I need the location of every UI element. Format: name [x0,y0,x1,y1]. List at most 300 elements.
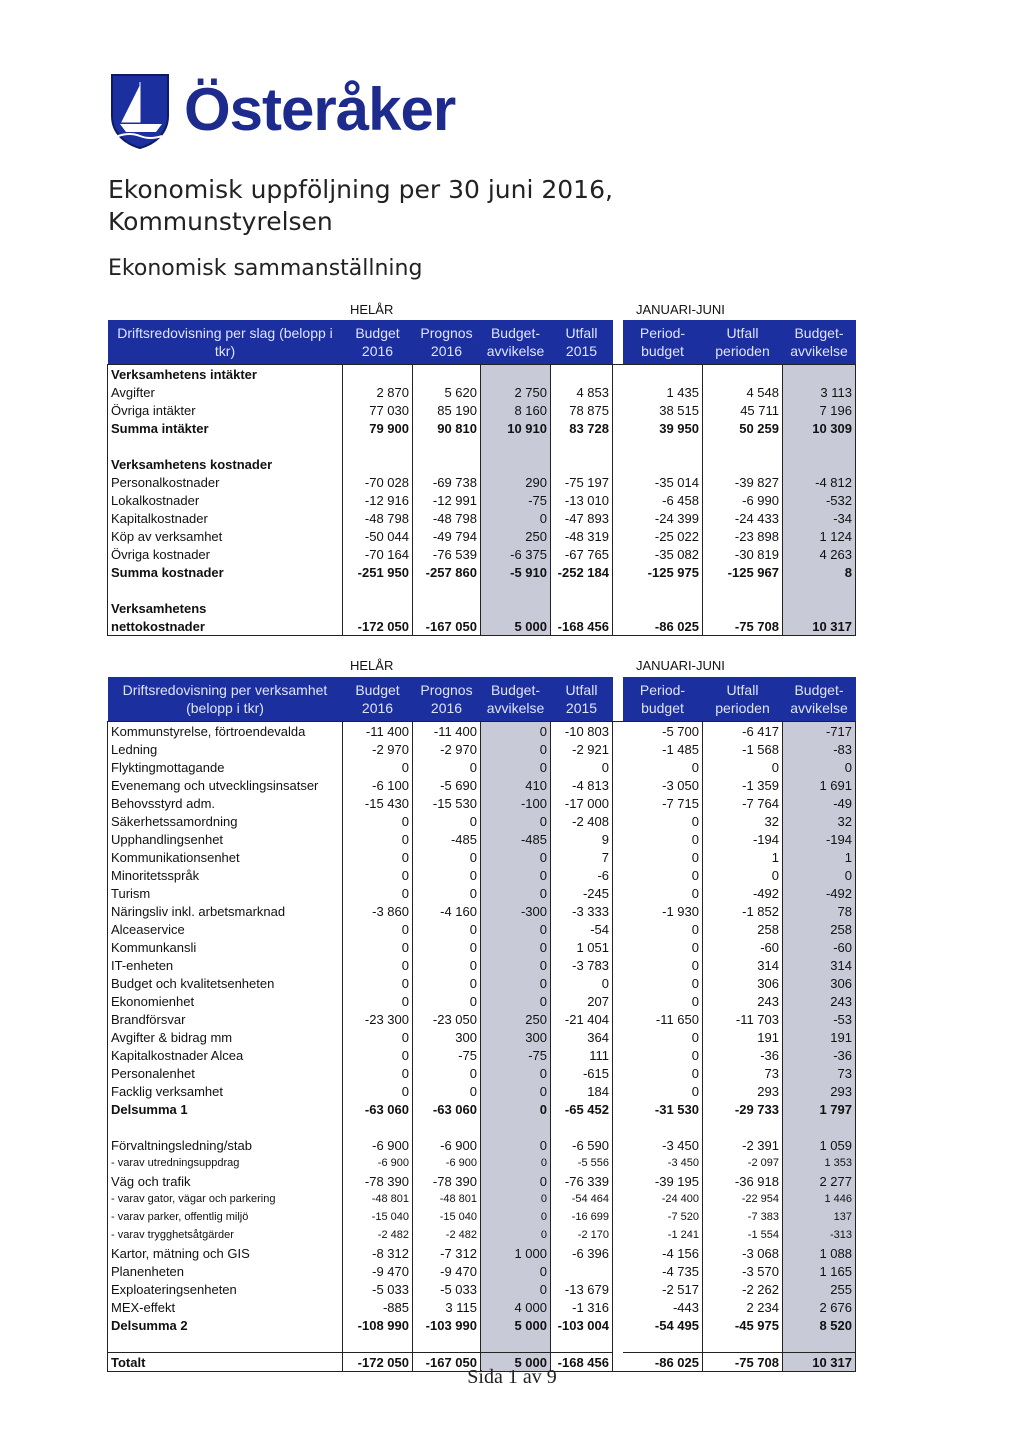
cell-value: 5 000 [481,1316,551,1334]
column-gap [613,812,623,830]
column-gap [613,1262,623,1280]
cell-value: -11 400 [343,722,413,741]
cell-value: -63 060 [413,1100,481,1118]
cell-value: 0 [481,509,551,527]
cell-value: 39 950 [623,419,703,437]
table-row [108,1334,856,1353]
table-row [108,365,856,384]
cell-value: -36 [783,1046,856,1064]
row-label: Verksamhetens intäkter [108,365,343,384]
cell-value: 7 196 [783,401,856,419]
column-gap [613,956,623,974]
cell-value: -75 708 [703,617,783,636]
column-gap [613,677,623,722]
row-label: Kapitalkostnader Alcea [108,1046,343,1064]
cell-value: 0 [623,848,703,866]
cell-value: -3 333 [551,902,613,920]
cell-value: -67 765 [551,545,613,563]
table2-body [108,722,856,1372]
column-gap [613,563,623,581]
cell-value: 0 [551,974,613,992]
column-gap [613,401,623,419]
cell-value [703,581,783,599]
cell-value: -1 359 [703,776,783,794]
table-row [108,1280,856,1298]
column-gap [613,1100,623,1118]
cell-value: -30 819 [703,545,783,563]
cell-value: 300 [481,1028,551,1046]
cell-value: 0 [413,812,481,830]
cell-value: -25 022 [623,527,703,545]
cell-value: 0 [481,1262,551,1280]
cell-value: 0 [783,758,856,776]
cell-value: 0 [343,884,413,902]
cell-value: 50 259 [703,419,783,437]
cell-value: 0 [623,938,703,956]
cell-value [551,581,613,599]
cell-value: -50 044 [343,527,413,545]
cell-value: -10 803 [551,722,613,741]
column-gap [613,794,623,812]
cell-value: 0 [343,758,413,776]
cell-value: -7 312 [413,1244,481,1262]
table-row [108,776,856,794]
column-gap [613,383,623,401]
period-label-full-year-1: HELÅR [350,302,394,317]
cell-value: 0 [623,920,703,938]
cell-value: -172 050 [343,1353,413,1372]
cell-value [413,1334,481,1353]
cell-value [703,1118,783,1136]
row-label: Minoritetsspråk [108,866,343,884]
cell-value: -11 650 [623,1010,703,1028]
cell-value: 10 317 [783,1353,856,1372]
column-gap [613,920,623,938]
column-gap [613,758,623,776]
row-label: Personalkostnader [108,473,343,491]
row-label: Totalt [108,1353,343,1372]
cell-value: 0 [343,938,413,956]
cell-value [343,1118,413,1136]
cell-value: 0 [783,866,856,884]
row-label: - varav trygghetsåtgärder [108,1226,343,1244]
table-row [108,599,856,617]
cell-value: -39 195 [623,1172,703,1190]
cell-value: -9 470 [413,1262,481,1280]
cell-value: -34 [783,509,856,527]
cell-value: 0 [481,1064,551,1082]
cell-value: -6 [551,866,613,884]
col-utfall-2015: Utfall 2015 [551,677,613,722]
table-row [108,563,856,581]
cell-value: 0 [413,866,481,884]
cell-value: 32 [703,812,783,830]
cell-value: 0 [343,1046,413,1064]
cell-value: -9 470 [343,1262,413,1280]
row-label: Alceaservice [108,920,343,938]
cell-value: -15 430 [343,794,413,812]
table1-body [108,365,856,636]
cell-value: 306 [783,974,856,992]
cell-value: 0 [413,1082,481,1100]
table-row [108,473,856,491]
cell-value: -65 452 [551,1100,613,1118]
table-row [108,758,856,776]
cell-value [703,365,783,384]
cell-value: -492 [703,884,783,902]
cell-value: 32 [783,812,856,830]
column-gap [613,437,623,455]
cell-value: 2 750 [481,383,551,401]
row-label: Övriga intäkter [108,401,343,419]
row-label: Verksamhetens [108,599,343,617]
col-budget-2016: Budget 2016 [343,320,413,365]
cell-value: -5 033 [343,1280,413,1298]
cell-value: -2 482 [413,1226,481,1244]
cell-value: -36 918 [703,1172,783,1190]
cell-value: 0 [413,848,481,866]
cell-value: 184 [551,1082,613,1100]
cell-value: 0 [623,1028,703,1046]
table-row [108,455,856,473]
cell-value: 1 000 [481,1244,551,1262]
cell-value: -125 975 [623,563,703,581]
cell-value: 1 691 [783,776,856,794]
col-periodbudget: Period- budget [623,677,703,722]
cell-value [413,581,481,599]
cell-value: 250 [481,527,551,545]
cell-value: 8 160 [481,401,551,419]
row-label: Turism [108,884,343,902]
cell-value: -4 812 [783,473,856,491]
cell-value: 4 263 [783,545,856,563]
column-gap [613,902,623,920]
row-label: Evenemang och utvecklingsinsatser [108,776,343,794]
cell-value: 4 000 [481,1298,551,1316]
cell-value: -24 400 [623,1190,703,1208]
cell-value [551,1118,613,1136]
cell-value: 0 [623,992,703,1010]
table-row [108,1190,856,1208]
table-row [108,1010,856,1028]
cell-value [481,1334,551,1353]
cell-value: 1 446 [783,1190,856,1208]
row-label: Kommunkansli [108,938,343,956]
table-row [108,437,856,455]
cell-value: -167 050 [413,617,481,636]
cell-value [413,599,481,617]
row-label: Väg och trafik [108,1172,343,1190]
cell-value: -47 893 [551,509,613,527]
cell-value: -17 000 [551,794,613,812]
cell-value: 0 [481,974,551,992]
table-row [108,1298,856,1316]
cell-value: -6 396 [551,1244,613,1262]
cell-value: 0 [481,812,551,830]
row-label: Kartor, mätning och GIS [108,1244,343,1262]
row-label: - varav parker, offentlig miljö [108,1208,343,1226]
period-label-full-year-2: HELÅR [350,658,394,673]
table-row [108,1262,856,1280]
cell-value: -15 040 [343,1208,413,1226]
table-row [108,1136,856,1154]
cell-value: 0 [703,866,783,884]
cell-value: 258 [703,920,783,938]
cell-value: 0 [481,1190,551,1208]
column-gap [613,866,623,884]
osteraker-coat-of-arms-logo [108,72,172,150]
period-label-jan-jun-2: JANUARI-JUNI [636,658,725,673]
column-gap [613,722,623,741]
cell-value: -48 798 [413,509,481,527]
cell-value: -194 [703,830,783,848]
cell-value: 0 [551,758,613,776]
cell-value: 0 [481,758,551,776]
cell-value: 0 [481,920,551,938]
cell-value: -2 097 [703,1154,783,1172]
cell-value [343,599,413,617]
cell-value: -4 156 [623,1244,703,1262]
col-prognos-2016: Prognos 2016 [413,320,481,365]
cell-value: -252 184 [551,563,613,581]
row-label [108,1118,343,1136]
cell-value: 0 [343,1064,413,1082]
cell-value: -48 798 [343,509,413,527]
cell-value: -615 [551,1064,613,1082]
cell-value: 5 620 [413,383,481,401]
cell-value: 0 [623,758,703,776]
cell-value: -3 860 [343,902,413,920]
cell-value [551,1334,613,1353]
cell-value: 1 165 [783,1262,856,1280]
column-gap [613,1064,623,1082]
cell-value: -2 170 [551,1226,613,1244]
cell-value: 243 [783,992,856,1010]
cell-value: 0 [413,974,481,992]
cell-value [413,1118,481,1136]
row-label: Personalenhet [108,1064,343,1082]
cell-value [623,1118,703,1136]
column-gap [613,1208,623,1226]
column-gap [613,1334,623,1353]
cell-value: 0 [343,1082,413,1100]
cell-value [783,581,856,599]
column-gap [613,473,623,491]
col-budgetavvikelse-perioden: Budget- avvikelse [783,320,856,365]
table-row [108,1226,856,1244]
cell-value: 0 [481,1280,551,1298]
cell-value: -45 975 [703,1316,783,1334]
row-label: Avgifter & bidrag mm [108,1028,343,1046]
cell-value: 0 [623,1064,703,1082]
cell-value: 0 [343,992,413,1010]
table-row [108,920,856,938]
cell-value: 0 [481,866,551,884]
cell-value [343,365,413,384]
cell-value: 0 [623,866,703,884]
column-gap [613,1082,623,1100]
cell-value: -86 025 [623,1353,703,1372]
row-label: Exploateringsenheten [108,1280,343,1298]
cell-value: -5 556 [551,1154,613,1172]
cell-value: -75 708 [703,1353,783,1372]
row-label: Förvaltningsledning/stab [108,1136,343,1154]
column-gap [613,776,623,794]
cell-value: 137 [783,1208,856,1226]
cell-value: -54 464 [551,1190,613,1208]
cell-value: -48 801 [413,1190,481,1208]
cell-value [783,599,856,617]
table-row [108,722,856,741]
cell-value: -100 [481,794,551,812]
cell-value: -3 050 [623,776,703,794]
cell-value: 0 [413,920,481,938]
row-label: Kapitalkostnader [108,509,343,527]
column-gap [613,455,623,473]
cell-value: -485 [413,830,481,848]
cell-value: -168 456 [551,617,613,636]
cell-value: 306 [703,974,783,992]
cell-value: -63 060 [343,1100,413,1118]
cell-value: -5 700 [623,722,703,741]
cell-value: -313 [783,1226,856,1244]
cell-value: -5 910 [481,563,551,581]
row-label: Summa kostnader [108,563,343,581]
table-row [108,617,856,636]
cell-value: 73 [703,1064,783,1082]
table-row [108,1118,856,1136]
cell-value: -2 391 [703,1136,783,1154]
cell-value: 191 [783,1028,856,1046]
cell-value: -5 033 [413,1280,481,1298]
row-label: Facklig verksamhet [108,1082,343,1100]
column-gap [613,1244,623,1262]
cell-value [551,1262,613,1280]
cell-value: -1 568 [703,740,783,758]
table-row [108,938,856,956]
cell-value: 0 [413,884,481,902]
cell-value [783,1118,856,1136]
cell-value: -12 916 [343,491,413,509]
column-gap [613,848,623,866]
cell-value [481,599,551,617]
cell-value: -49 794 [413,527,481,545]
cell-value [481,1118,551,1136]
cell-value [703,1334,783,1353]
cell-value [551,455,613,473]
row-label: Näringsliv inkl. arbetsmarknad [108,902,343,920]
table-row [108,812,856,830]
col-periodbudget: Period- budget [623,320,703,365]
column-gap [613,365,623,384]
cell-value: -6 900 [343,1154,413,1172]
column-gap [613,1010,623,1028]
cell-value: 0 [481,1154,551,1172]
cell-value: 0 [413,758,481,776]
cell-value: -4 813 [551,776,613,794]
cell-value: 290 [481,473,551,491]
cell-value: 0 [343,866,413,884]
cell-value: 300 [413,1028,481,1046]
cell-value [703,599,783,617]
cell-value: -4 735 [623,1262,703,1280]
column-gap [613,320,623,365]
cell-value: 2 676 [783,1298,856,1316]
column-gap [613,491,623,509]
cell-value: -1 485 [623,740,703,758]
row-label: Ekonomienhet [108,992,343,1010]
row-label: - varav utredningsuppdrag [108,1154,343,1172]
cell-value [783,365,856,384]
row-label: Säkerhetssamordning [108,812,343,830]
cell-value: -108 990 [343,1316,413,1334]
cell-value: 0 [343,812,413,830]
cell-value: 0 [413,992,481,1010]
cell-value: 1 088 [783,1244,856,1262]
table-row [108,866,856,884]
cell-value: 0 [703,758,783,776]
column-gap [613,740,623,758]
cell-value: -6 900 [413,1154,481,1172]
cell-value: -6 100 [343,776,413,794]
cell-value: -22 954 [703,1190,783,1208]
column-gap [613,1226,623,1244]
cell-value: -443 [623,1298,703,1316]
cell-value: 2 870 [343,383,413,401]
cell-value: -75 [481,1046,551,1064]
cell-value: 0 [623,1046,703,1064]
table-row [108,1046,856,1064]
cell-value [413,437,481,455]
cell-value: 255 [783,1280,856,1298]
cell-value: 0 [343,974,413,992]
cell-value: -1 930 [623,902,703,920]
column-gap [613,1280,623,1298]
cell-value: 0 [481,938,551,956]
cell-value: 3 113 [783,383,856,401]
cell-value: -78 390 [413,1172,481,1190]
table-row [108,956,856,974]
cell-value: -69 738 [413,473,481,491]
cell-value: 5 000 [481,617,551,636]
cell-value: 0 [413,956,481,974]
table2-title-header: Driftsredovisning per verksamhet (belopp i tkr) [108,677,343,722]
column-gap [613,1316,623,1334]
cell-value: -39 827 [703,473,783,491]
column-gap [613,1298,623,1316]
cell-value: -1 241 [623,1226,703,1244]
column-gap [613,992,623,1010]
cell-value: 1 353 [783,1154,856,1172]
table-row [108,830,856,848]
column-gap [613,1190,623,1208]
cell-value: -83 [783,740,856,758]
cell-value: -48 319 [551,527,613,545]
cell-value: 0 [481,722,551,741]
row-label: Delsumma 1 [108,1100,343,1118]
cell-value: 0 [481,1136,551,1154]
cell-value: -53 [783,1010,856,1028]
row-label [108,437,343,455]
section-title: Ekonomisk sammanställning [108,256,423,281]
row-label: Behovsstyrd adm. [108,794,343,812]
row-label: Upphandlingsenhet [108,830,343,848]
cell-value: -125 967 [703,563,783,581]
cell-value: -24 399 [623,509,703,527]
cell-value [623,599,703,617]
column-gap [613,938,623,956]
col-utfall-2015: Utfall 2015 [551,320,613,365]
